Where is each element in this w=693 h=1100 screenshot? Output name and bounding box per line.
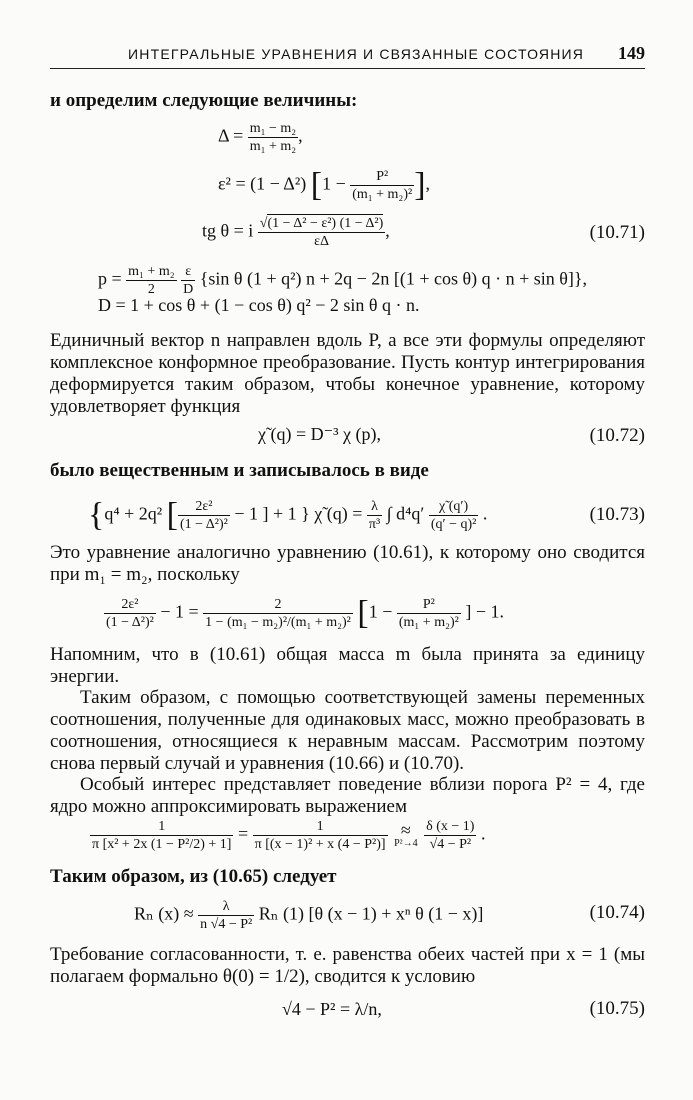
equation-d: D = 1 + cos θ + (1 − cos θ) q² − 2 sin θ q · n. [98, 295, 420, 315]
ker-fraction-1 [90, 818, 233, 853]
p-rhs: {sin θ (1 + q²) n + 2q − 2n [(1 + cos θ) q · n + sin θ]}, [199, 268, 587, 289]
ker-den-1: π [x² + 2x (1 − P²/2) + 1] [92, 837, 232, 852]
rel-num-3: P² [397, 596, 461, 614]
ker-num-3: δ (x − 1) [426, 819, 475, 834]
delta-denominator: m₁ + m₂ [249, 139, 297, 154]
equation-relation: $\frac{\text{2ε²}}{\text{(1 − Δ²)²}}$ − 1 = $\frac{2}{\text{1 − (m₁ − m₂)²/(m₁ + m₂)²}}$ [1 − $\frac{\text{P²}}{\text{(m₁ + m₂)²}}$ ] − 1. [106, 594, 504, 632]
equation-number-10-75: (10.75) [589, 998, 645, 1019]
p-eps-fraction [181, 263, 195, 298]
tg-lhs: tg θ = i [202, 220, 254, 241]
r-lhs: Rₙ (x) ≈ [134, 903, 194, 924]
rel-fraction-1 [104, 596, 156, 631]
page-header [50, 44, 645, 69]
delta-lhs: Δ = [218, 125, 244, 146]
e1073-fraction-num: 2ε² [178, 498, 230, 516]
eps-lhs: ε² = (1 − Δ²) [218, 173, 307, 194]
paragraph-6: Особый интерес представляет поведение вблизи порога P² = 4, где ядро можно аппроксимировать выражением [50, 774, 645, 817]
r-fraction [198, 898, 254, 933]
ker-den-3: 4 − P² [437, 837, 472, 852]
page-number: 149 [618, 43, 645, 63]
rel-mid: − 1 = [160, 601, 199, 622]
intro-line: и определим следующие величины: [50, 90, 358, 111]
r-rhs: Rₙ (1) [θ (x − 1) + xⁿ θ (1 − x)] [258, 903, 484, 924]
ker-fraction-2 [253, 818, 388, 853]
e1073-kernel-num: χ̃ (q′) [429, 498, 478, 516]
equation-number-10-74: (10.74) [589, 902, 645, 923]
tg-denominator: εΔ [314, 234, 329, 249]
equation-number-10-71: (10.71) [589, 222, 645, 243]
e1073-kernel-den: (q′ − q)² [430, 517, 477, 532]
paragraph-5: Таким образом, с помощью соответствующей замены переменных соотношения, полученные для одинаковых масс, можно преобразовать в соотношения, относящиеся к неравным массам. Рассмотрим поэтому снова первый случай и уравнения (10.66) и (10.70). [50, 687, 645, 774]
eps-numerator: P² [350, 168, 414, 186]
equation-tg-theta: tg θ = i $\frac{\text{√(1 − Δ² − ε²) (1 − Δ²)}}{\varepsilon\Delta}$ , [202, 216, 390, 249]
rel-fraction-3 [397, 596, 461, 631]
rel-num-1: 2ε² [104, 596, 156, 614]
e1073-kernel-fraction [429, 498, 478, 533]
equation-number-10-72: (10.72) [589, 425, 645, 446]
equation-10-75: √4 − P² = λ/n, [282, 999, 382, 1019]
ker-fraction-3: $\frac{\delta (x - 1)}{\text{√4 − P²}}$ [426, 819, 475, 852]
equation-p [98, 263, 587, 298]
rel-end: ] − 1. [465, 601, 504, 622]
e1073-lambda-num: λ [367, 498, 382, 516]
e1073-mid: − 1 ] + 1 } χ̃ (q) = [234, 503, 363, 524]
e1073-left: q⁴ + 2q² [104, 503, 163, 524]
paragraph-1: Единичный вектор n направлен вдоль P, а все эти формулы определяют комплексное конформное преобразование. Пусть контур интегрирования деформируется таким образом, чтобы конечное уравнение, которому удовлетворяет функция [50, 330, 645, 417]
delta-numerator: m₁ − m₂ [249, 121, 297, 136]
e1073-integral: ∫ d⁴q′ [386, 503, 425, 524]
e1073-fraction [178, 498, 230, 533]
p-mass-numerator: m₁ + m₂ [128, 264, 175, 279]
paragraph-8: Требование согласованности, т. е. равенства обеих частей при x = 1 (мы полагаем формально θ(0) = 1/2), сводится к условию [50, 944, 645, 987]
paragraph-4: Напомним, что в (10.61) общая масса m была принята за единицу энергии. [50, 644, 645, 687]
paragraph-3: Это уравнение аналогично уравнению (10.61), к которому оно сводится при m₁ = m₂, поскольку [50, 542, 645, 585]
e1073-lambda-den: π³ [368, 517, 381, 532]
equation-10-73: {q⁴ + 2q² [ $\frac{\text{2ε²}}{\text{(1 − Δ²)²}}$ − 1 ] + 1 } χ̃ (q) = $\frac{\lambda}{\text{π³}}$ ∫ d⁴q′ $\frac{\chĩ (q')}{\text{(q′ − q)²}}$ . [88, 496, 488, 534]
ker-approx [392, 822, 420, 849]
equation-delta: Δ = $\frac{\text{m₁ − m₂}}{\text{m₁ + m₂}}$ , [218, 121, 303, 154]
ker-approx-sign: ≈ [400, 820, 411, 840]
ker-den-2: π [(x − 1)² + x (4 − P²)] [254, 837, 386, 852]
paragraph-7: Таким образом, из (10.65) следует [50, 866, 337, 887]
ker-approx-subscript: P²→4 [394, 838, 418, 849]
paragraph-2: было вещественным и записывалось в виде [50, 460, 429, 481]
e1073-fraction-den: (1 − Δ²)² [179, 517, 228, 532]
p-eps-numerator: ε [181, 263, 195, 281]
p-mass-fraction [126, 263, 176, 298]
tg-numerator: (1 − Δ² − ε²) (1 − Δ²) [267, 216, 384, 231]
r-num: λ [198, 898, 254, 916]
delta-fraction [248, 120, 298, 155]
eps-one: 1 − [322, 173, 346, 194]
p-mass-denominator: 2 [147, 282, 155, 297]
rel-num-2: 2 [203, 596, 353, 614]
rel-fraction-2 [203, 596, 353, 631]
eps-fraction [350, 168, 414, 203]
tg-fraction: $\frac{\text{√(1 − Δ² − ε²) (1 − Δ²)}}{\varepsilon\Delta}$ [259, 216, 384, 249]
p-lhs: p = [98, 268, 122, 289]
e1073-lambda-fraction [367, 498, 382, 533]
equation-10-74 [134, 898, 483, 933]
r-den: n √4 − P² [200, 917, 253, 932]
running-title: ИНТЕГРАЛЬНЫЕ УРАВНЕНИЯ И СВЯЗАННЫЕ СОСТОЯНИЯ [128, 46, 585, 62]
ker-num-1: 1 [90, 818, 233, 836]
equation-epsilon: ε² = (1 − Δ²) [1 − $\frac{\text{P²}}{\text{(m₁ + m₂)²}}$ ], [218, 166, 431, 204]
eps-denominator: (m₁ + m₂)² [352, 187, 413, 202]
equation-chi: χ̃ (q) = D⁻³ χ (p), [258, 424, 382, 444]
equation-kernel: $\frac{1}{\text{π [x² + 2x (1 − P²/2) + 1]}}$ = $\frac{1}{\text{π [(x − 1)² + x (4 − P²)]}}$ ≈ P²→4 $\frac{\delta (x - 1)}{\text{√4 − P²}}$ . [92, 819, 486, 852]
ker-num-2: 1 [253, 818, 388, 836]
equation-number-10-73: (10.73) [589, 504, 645, 525]
rel-den-3: (m₁ + m₂)² [398, 615, 459, 630]
p-eps-denominator: D [183, 282, 194, 297]
rel-den-1: (1 − Δ²)² [106, 615, 154, 630]
rel-den-2: 1 − (m₁ − m₂)²/(m₁ + m₂)² [205, 615, 351, 630]
